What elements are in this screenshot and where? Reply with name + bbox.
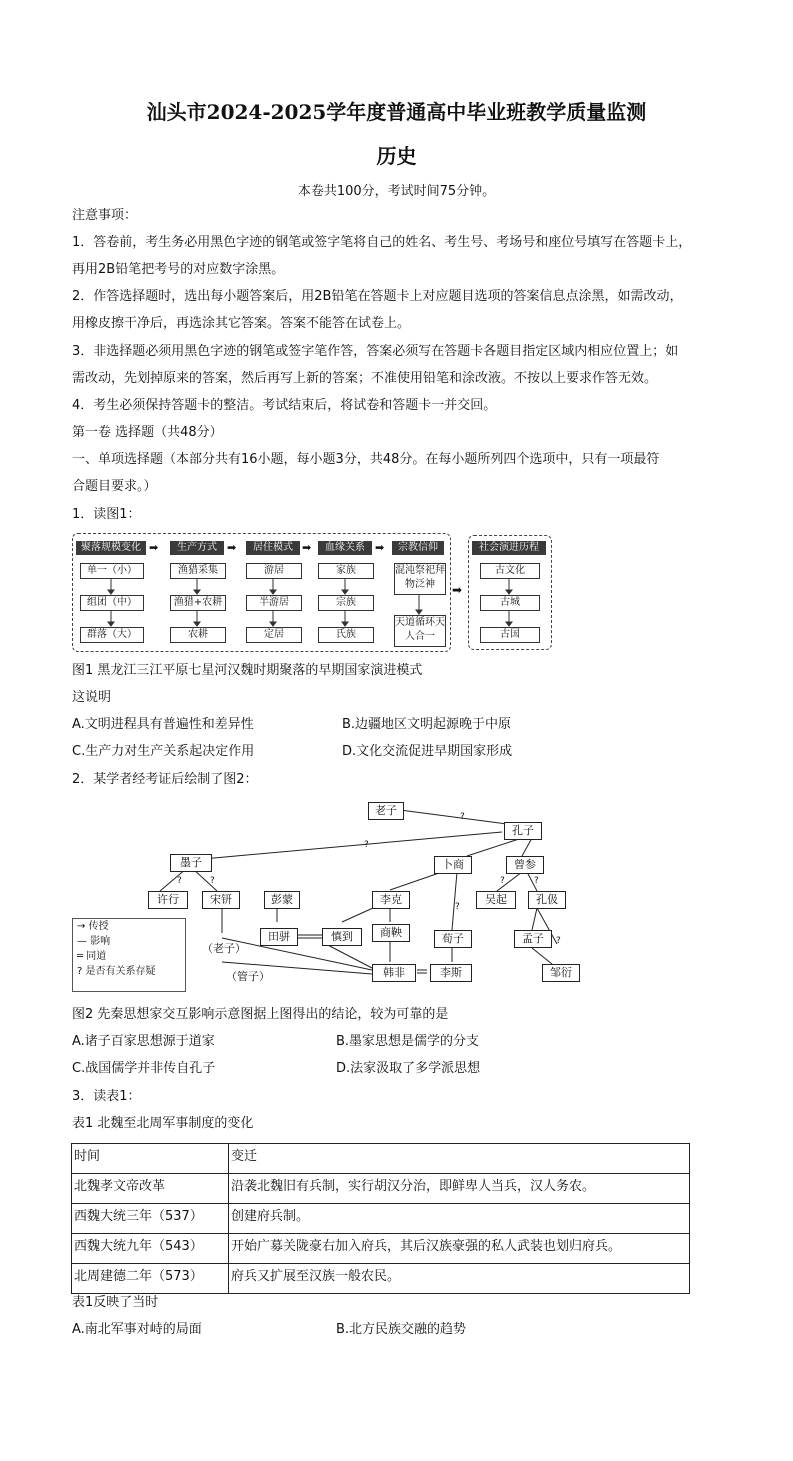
subject-title: 历史 [376,144,417,168]
section-intro: 一、单项选择题（本部分共有16小题，每小题3分，共48分。在每小题所列四个选项中，只有一项最符 [72,452,660,467]
legend-question-mark: ? [77,966,83,977]
table-row [72,1264,690,1294]
node-tianpian: 田骈 [260,928,298,946]
fig1-box: 群落（大） [80,627,144,643]
fig1-header: 聚落规模变化 [76,541,146,555]
table-1-title: 表1 北魏至北周军事制度的变化 [72,1116,254,1131]
section-part: 第一卷 选择题（共48分） [72,425,223,440]
legend-label: 传授 [88,921,109,932]
note-line: 2．作答选择题时，选出每小题答案后，用2B铅笔在答题卡上对应题目选项的答案信息点涂黑，如需改动， [72,289,683,304]
node-mozi: 墨子 [170,854,212,872]
fig1-box: 定居 [246,627,302,643]
note-line: 3．非选择题必须用黑色字迹的钢笔或签字笔作答，答案必须写在答题卡各题目指定区域内相应位置上；如 [72,344,679,359]
arrow-icon: ➡ [227,541,237,554]
table-row [72,1234,690,1264]
figure-2-concept-map [72,798,582,998]
node-zouyan: 邹衍 [542,964,580,982]
node-kongzi: 孔子 [504,822,542,840]
q3-option-b[interactable]: B.北方民族交融的趋势 [336,1322,467,1337]
question-mark: ? [455,902,460,912]
fig1-box: 古国 [480,627,540,643]
note-line: 再用2B铅笔把考号的对应数字涂黑。 [72,262,285,277]
question-mark: ? [534,876,539,886]
question-mark: ? [210,876,215,886]
table-cell: 创建府兵制。 [229,1204,690,1234]
table-row [72,1204,690,1234]
line-icon: — [77,936,87,947]
note-line: 用橡皮擦干净后，再选涂其它答案。答案不能答在试卷上。 [72,316,411,331]
q1-option-b[interactable]: B.边疆地区文明起源晚于中原 [342,717,512,732]
figure-1-caption: 图1 黑龙江三江平原七星河汉魏时期聚落的早期国家演进模式 [72,663,423,678]
node-bushang: 卜商 [434,856,472,874]
q3-option-a[interactable]: A.南北军事对峙的局面 [72,1322,202,1337]
arrow-icon: ➡ [302,541,312,554]
fig2-legend [72,918,186,992]
node-shangyang: 商鞅 [372,924,410,942]
q3-lead: 表1反映了当时 [72,1295,159,1310]
fig1-box: 古城 [480,595,540,611]
table-cell: 西魏大统九年（543） [72,1234,229,1264]
legend-item [73,919,185,934]
figure-2-caption: 图2 先秦思想家交互影响示意图据上图得出的结论，较为可靠的是 [72,1007,449,1022]
fig1-box: 混沌祭祀拜物泛神 [394,563,446,595]
arrow-icon: ➡ [375,541,385,554]
table-cell: 府兵又扩展至汉族一般农民。 [229,1264,690,1294]
fig1-box: 渔猎+农耕 [170,595,226,611]
legend-item [73,949,185,964]
double-line-icon: ═ [77,951,84,962]
question-mark: ? [177,876,182,886]
arrow-icon: ➡ [452,583,463,597]
fig1-box: 古文化 [480,563,540,579]
q2-stem: 2．某学者经考证后绘制了图2： [72,772,258,787]
table-cell: 北魏孝文帝改革 [72,1174,229,1204]
fig1-box: 宗族 [318,595,374,611]
node-laozi-paren: （老子） [202,942,246,955]
legend-item [73,934,185,949]
exam-info: 本卷共100分，考试时间75分钟。 [297,184,496,199]
q1-lead: 这说明 [72,690,112,705]
fig1-box: 渔猎采集 [170,563,226,579]
q2-option-c[interactable]: C.战国儒学并非传自孔子 [72,1061,216,1076]
q2-option-b[interactable]: B.墨家思想是儒学的分支 [336,1034,480,1049]
fig1-box: 家族 [318,563,374,579]
fig1-header: 生产方式 [170,541,224,555]
node-guanzi-paren: （管子） [226,970,270,983]
table-row [72,1174,690,1204]
q3-stem: 3．读表1： [72,1089,141,1104]
fig1-box: 半游居 [246,595,302,611]
note-line: 4．考生必须保持答题卡的整洁。考试结束后，将试卷和答题卡一并交回。 [72,398,497,413]
q2-option-a[interactable]: A.诸子百家思想源于道家 [72,1034,215,1049]
table-cell: 西魏大统三年（537） [72,1204,229,1234]
node-kongji: 孔伋 [528,891,566,909]
table-1 [71,1143,690,1294]
fig1-arrows [72,533,554,653]
legend-label: 同道 [86,951,107,962]
table-cell: 开始广募关陇豪右加入府兵，其后汉族豪强的私人武装也划归府兵。 [229,1234,690,1264]
table-cell: 北周建德二年（573） [72,1264,229,1294]
table-cell: 沿袭北魏旧有兵制，实行胡汉分治，即鲜卑人当兵，汉人务农。 [229,1174,690,1204]
node-pengmeng: 彭蒙 [264,891,300,909]
q1-option-d[interactable]: D.文化交流促进早期国家形成 [342,744,513,759]
fig1-box: 天道循环天人合一 [394,615,446,647]
node-xuxing: 许行 [148,891,188,909]
question-mark: ? [556,936,561,946]
fig1-box: 游居 [246,563,302,579]
node-like: 李克 [372,891,410,909]
q1-option-c[interactable]: C.生产力对生产关系起决定作用 [72,744,255,759]
fig1-box: 氏族 [318,627,374,643]
figure-1-flow-diagram [72,533,554,653]
q2-option-d[interactable]: D.法家汲取了多学派思想 [336,1061,481,1076]
question-mark: ? [460,812,465,822]
fig1-header: 社会演进历程 [472,541,546,555]
legend-label: 是否有关系存疑 [85,966,156,977]
legend-item [73,964,185,979]
exam-title: 汕头市2024-2025学年度普通高中毕业班教学质量监测 [146,100,647,124]
node-hanfei: 韩非 [372,964,416,982]
node-mengzi: 孟子 [514,930,552,948]
question-mark: ? [364,840,369,850]
fig1-box: 农耕 [170,627,226,643]
node-shendao: 慎到 [322,928,362,946]
arrow-icon: ➡ [149,541,159,554]
node-lisi: 李斯 [430,964,472,982]
q1-stem: 1．读图1： [72,507,141,522]
notes-heading: 注意事项： [72,208,138,223]
table-header-row [72,1144,690,1174]
node-laozi: 老子 [368,802,404,820]
fig1-header: 血缘关系 [318,541,372,555]
legend-label: 影响 [90,936,111,947]
note-line: 需改动，先划掉原来的答案，然后再写上新的答案；不准使用铅笔和涂改液。不按以上要求作答无效。 [72,371,658,386]
section-intro: 合题目要求。） [72,479,157,494]
q1-option-a[interactable]: A.文明进程具有普遍性和差异性 [72,717,254,732]
arrow-right-icon: → [77,921,86,932]
question-mark: ? [500,876,505,886]
table-header: 变迁 [229,1144,690,1174]
node-wuqi: 吴起 [476,891,516,909]
fig1-header: 宗教信仰 [392,541,444,555]
fig1-box: 单一（小） [80,563,144,579]
node-zengshen: 曾参 [506,856,544,874]
node-songxing: 宋钘 [202,891,240,909]
fig1-box: 组团（中） [80,595,144,611]
note-line: 1．答卷前，考生务必用黑色字迹的钢笔或签字笔将自己的姓名、考生号、考场号和座位号填写在答题卡上， [72,235,692,250]
node-xunzi: 荀子 [434,930,472,948]
table-header: 时间 [72,1144,229,1174]
fig1-header: 居住模式 [246,541,300,555]
